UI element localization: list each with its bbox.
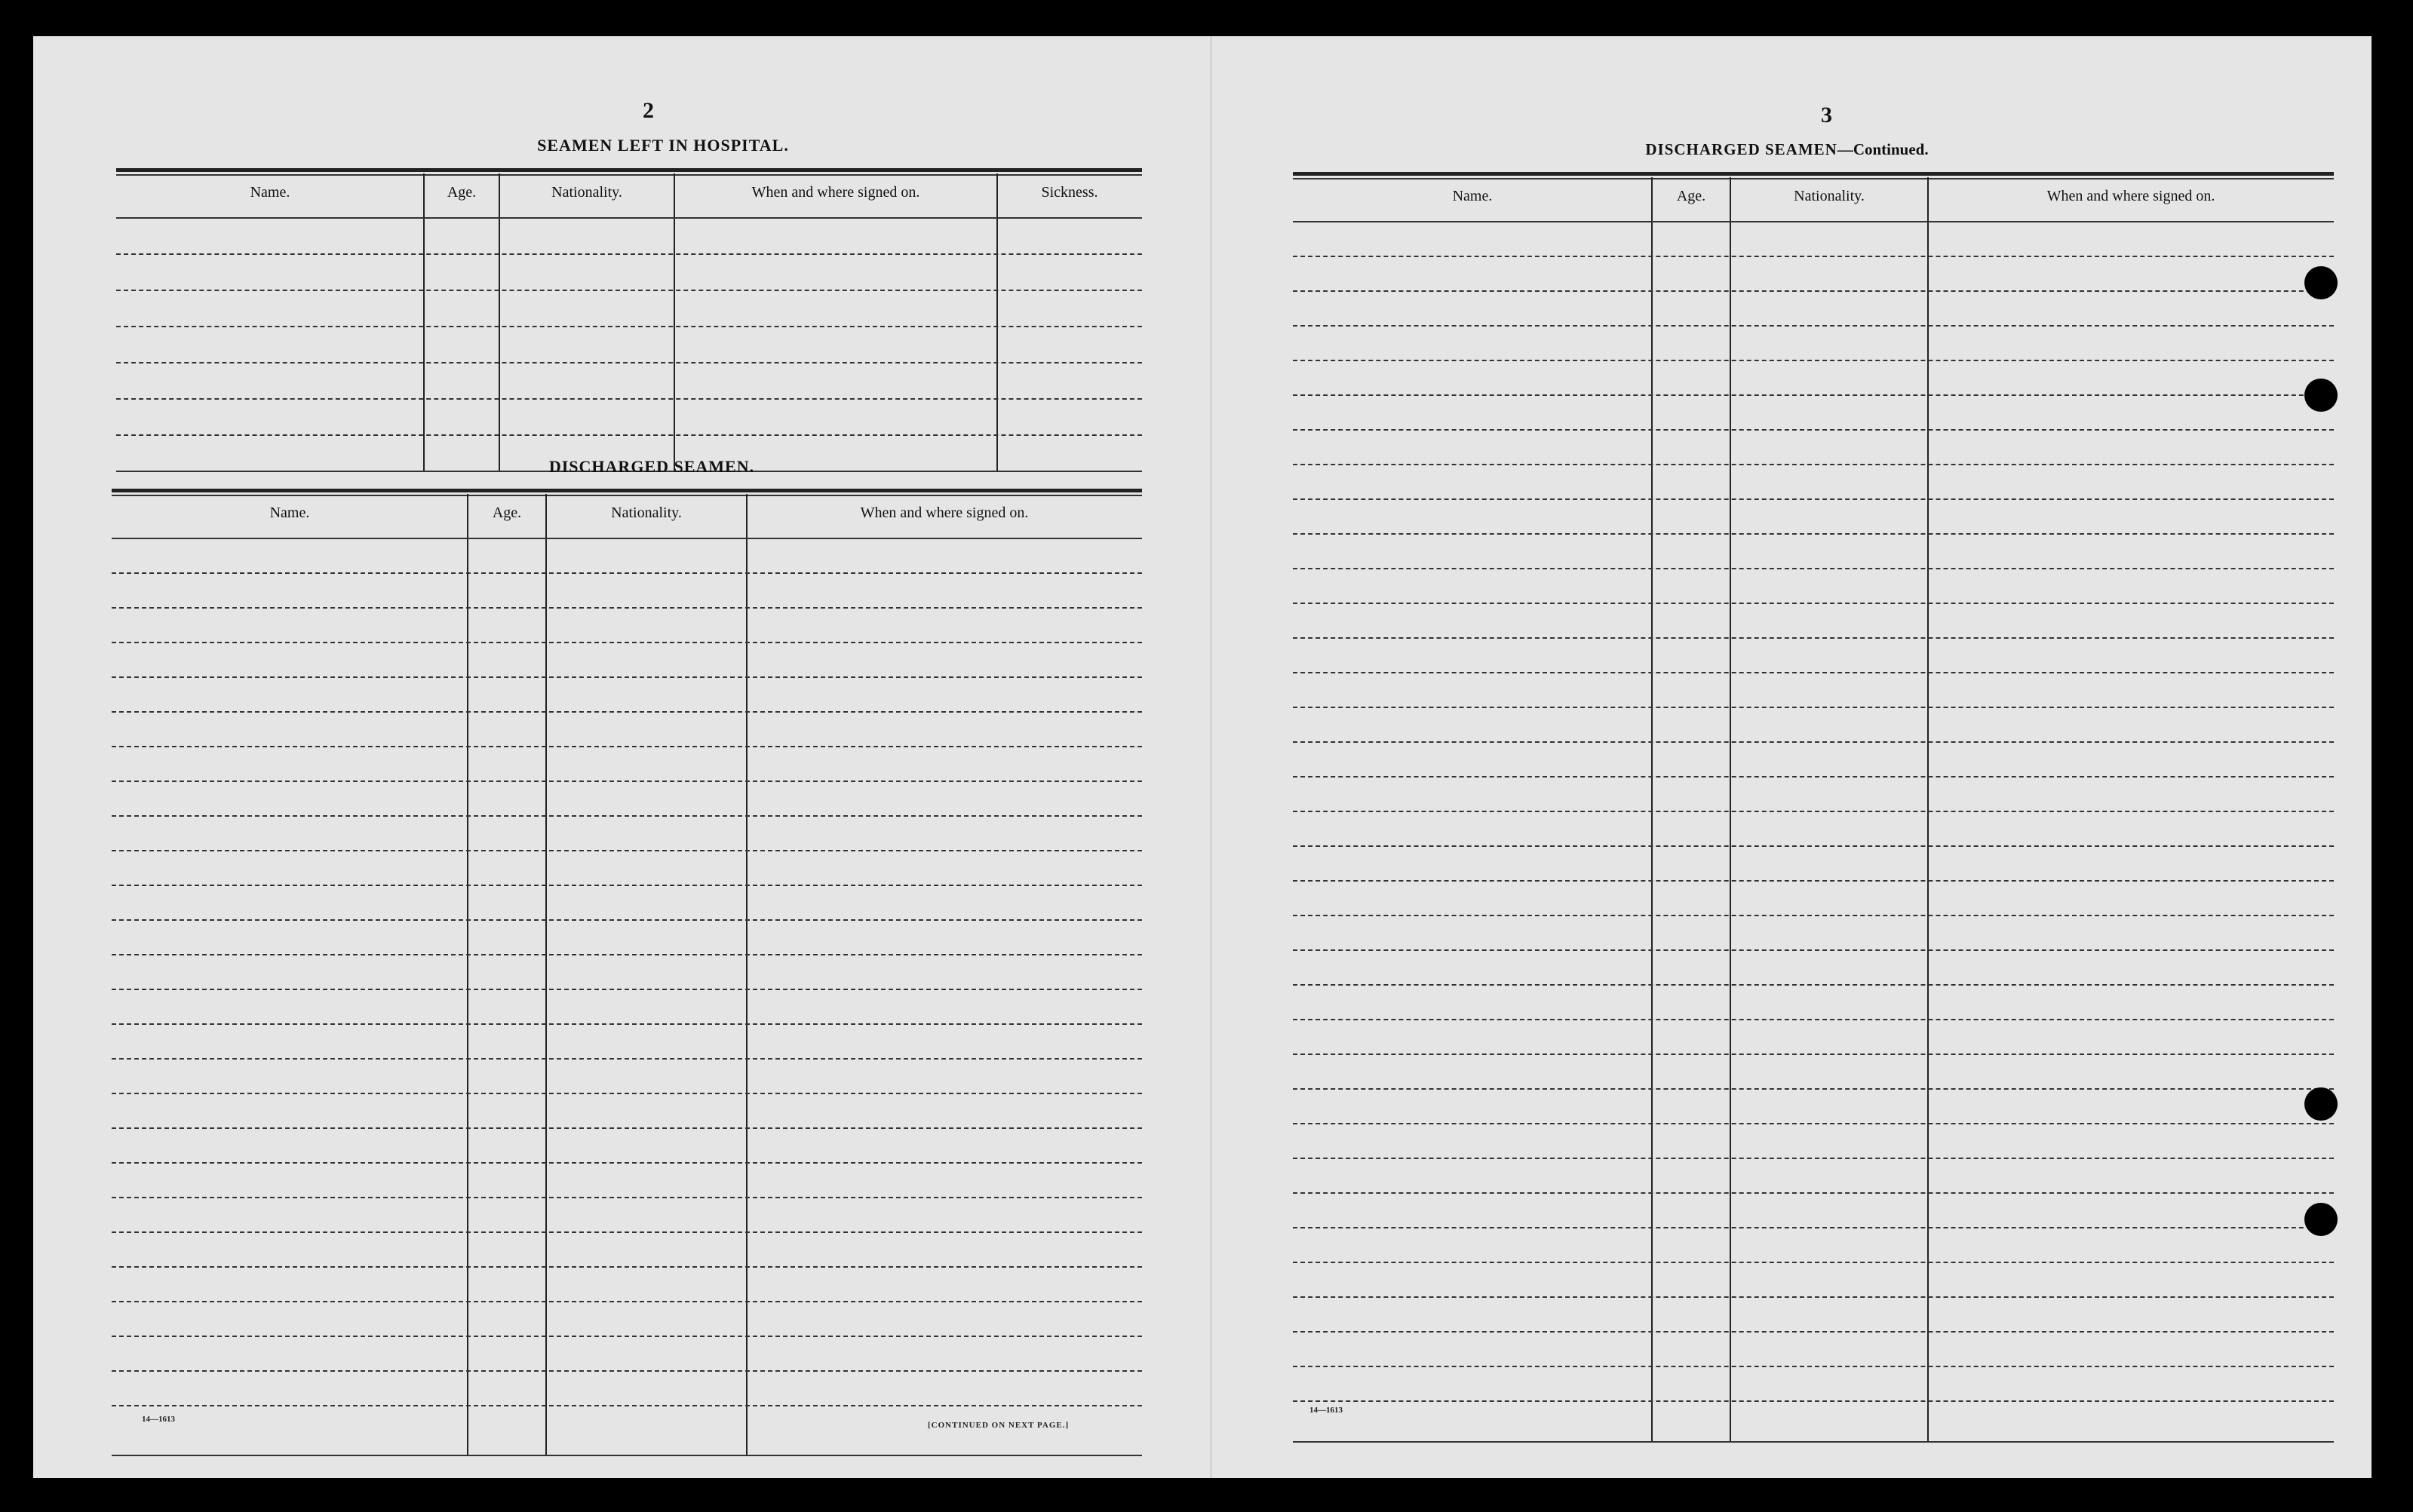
table-row <box>112 1197 1142 1198</box>
column-header-age: Age. <box>492 505 522 521</box>
header-rule <box>1293 221 2334 222</box>
table-header <box>1293 176 2334 221</box>
table-row <box>1293 603 2334 604</box>
table-row <box>112 1405 1142 1406</box>
column-header-when-and-where-signed-on: When and where signed on. <box>860 505 1029 521</box>
table-row <box>1293 1158 2334 1159</box>
continued-suffix: —Continued. <box>1837 140 1929 158</box>
punch-hole <box>2304 379 2338 412</box>
table-row <box>116 398 1142 400</box>
table-row <box>1293 498 2334 500</box>
table-row <box>112 1023 1142 1025</box>
table-row <box>1293 1400 2334 1402</box>
table-row <box>112 1127 1142 1129</box>
table-row <box>1293 533 2334 535</box>
table-row <box>116 290 1142 291</box>
discharged-continued-title <box>1240 140 2334 159</box>
header-rule <box>112 538 1142 539</box>
column-divider <box>1651 177 1653 1443</box>
table-row <box>1293 1296 2334 1298</box>
column-header-name: Name. <box>1452 188 1493 204</box>
table-row <box>112 1162 1142 1164</box>
hospital-table <box>116 168 1142 474</box>
column-header-when-and-where-signed-on: When and where signed on. <box>2046 188 2215 204</box>
table-row <box>112 1058 1142 1060</box>
hospital-section-title: SEAMEN LEFT IN HOSPITAL. <box>537 136 789 155</box>
table-row <box>1293 672 2334 673</box>
table-row <box>1293 1331 2334 1333</box>
table-row <box>1293 949 2334 951</box>
form-number: 14—1613 <box>1309 1406 1343 1415</box>
page-number: 2 <box>643 98 654 123</box>
discharged-continued-table <box>1293 172 2334 1444</box>
table-row <box>1293 1366 2334 1367</box>
table-row <box>112 850 1142 851</box>
table-row <box>1293 880 2334 882</box>
discharged-continued-title-main: DISCHARGED SEAMEN <box>1645 140 1837 158</box>
table-row <box>116 434 1142 436</box>
table-row <box>1293 394 2334 396</box>
table-row <box>1293 1227 2334 1228</box>
column-header-when-and-where-signed-on: When and where signed on. <box>751 184 920 201</box>
table-row <box>1293 915 2334 916</box>
table-row <box>112 1093 1142 1094</box>
table-row <box>112 885 1142 886</box>
right-page <box>1202 36 2372 1478</box>
table-row <box>1293 325 2334 327</box>
table-row <box>112 1301 1142 1302</box>
table-row <box>1293 845 2334 847</box>
table-row <box>112 815 1142 817</box>
column-header-age: Age. <box>1676 188 1706 204</box>
table-header <box>116 172 1142 217</box>
table-row <box>1293 464 2334 465</box>
table-row <box>112 989 1142 990</box>
table-row <box>1293 1019 2334 1020</box>
discharged-table <box>112 489 1142 1458</box>
table-row <box>116 253 1142 255</box>
table-row <box>1293 429 2334 431</box>
column-divider <box>746 494 748 1456</box>
discharged-section-title: DISCHARGED SEAMEN. <box>548 457 755 476</box>
table-header <box>112 492 1142 538</box>
table-row <box>1293 811 2334 812</box>
table-row <box>1293 290 2334 292</box>
column-divider <box>467 494 468 1456</box>
table-row <box>1293 984 2334 986</box>
table-row <box>112 711 1142 713</box>
table-row <box>1293 637 2334 639</box>
table-row <box>1293 1262 2334 1263</box>
punch-hole <box>2304 266 2338 299</box>
continued-note: [CONTINUED ON NEXT PAGE.] <box>928 1421 1070 1430</box>
table-row <box>112 1231 1142 1233</box>
table-row <box>116 362 1142 363</box>
header-rule <box>116 217 1142 219</box>
table-row <box>1293 1088 2334 1090</box>
table-row <box>112 1370 1142 1372</box>
table-row <box>1293 256 2334 257</box>
table-row <box>112 642 1142 643</box>
table-row <box>112 919 1142 921</box>
column-header-nationality: Nationality. <box>611 505 682 521</box>
table-row <box>1293 776 2334 777</box>
table-row <box>1293 1123 2334 1124</box>
table-bottom-rule <box>1293 1441 2334 1443</box>
column-header-age: Age. <box>447 184 477 201</box>
punch-hole <box>2304 1087 2338 1121</box>
column-divider <box>1927 177 1929 1443</box>
table-row <box>112 781 1142 782</box>
table-row <box>1293 568 2334 569</box>
table-row <box>112 607 1142 609</box>
column-header-nationality: Nationality. <box>1794 188 1865 204</box>
table-row <box>112 572 1142 574</box>
column-header-sickness: Sickness. <box>1041 184 1098 201</box>
table-row <box>112 746 1142 747</box>
left-page <box>33 36 1187 1478</box>
table-row <box>112 676 1142 678</box>
form-number: 14—1613 <box>142 1415 175 1424</box>
column-header-name: Name. <box>250 184 290 201</box>
document-sheet <box>33 36 2372 1478</box>
column-header-name: Name. <box>269 505 310 521</box>
table-row <box>1293 1053 2334 1055</box>
table-row <box>112 954 1142 955</box>
table-bottom-rule <box>112 1455 1142 1456</box>
table-row <box>1293 707 2334 708</box>
column-divider <box>1730 177 1731 1443</box>
table-row <box>1293 741 2334 743</box>
column-header-nationality: Nationality. <box>551 184 622 201</box>
column-divider <box>545 494 547 1456</box>
table-row <box>1293 360 2334 361</box>
page-number: 3 <box>1821 103 1832 127</box>
table-row <box>1293 1192 2334 1194</box>
table-row <box>112 1336 1142 1337</box>
punch-hole <box>2304 1203 2338 1236</box>
table-row <box>112 1266 1142 1268</box>
table-row <box>116 326 1142 327</box>
